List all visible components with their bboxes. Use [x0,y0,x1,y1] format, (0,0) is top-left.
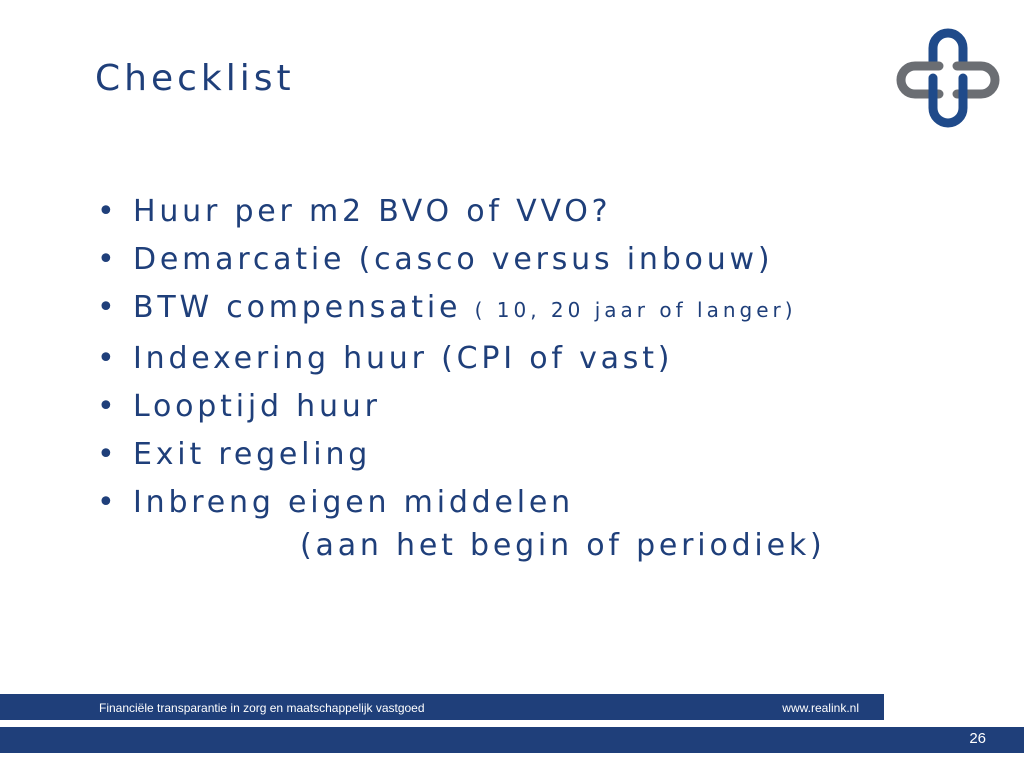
page-number: 26 [969,730,986,747]
bullet-dot-icon: • [97,242,115,278]
bullet-note: ( 10, 20 jaar of langer) [474,298,797,323]
realink-logo-icon [893,28,1003,132]
bullet-item [97,383,797,431]
footer-website-link[interactable]: www.realink.nl [782,701,859,715]
bullet-dot-icon: • [97,485,115,521]
bullet-text: Indexering huur (CPI of vast) [133,340,674,376]
bullet-item [97,236,797,284]
bullet-item [97,335,797,383]
bullet-item [97,479,797,527]
bullet-dot-icon: • [97,290,115,326]
bullet-text: Exit regeling [133,437,372,473]
bullet-item [97,188,797,236]
bullet-item [97,431,797,479]
bullet-dot-icon: • [97,194,115,229]
footer-tagline: Financiële transparantie in zorg en maatschappelijk vastgoed [99,701,425,715]
bullet-dot-icon: • [97,340,115,376]
bullet-text: Inbreng eigen middelen [133,485,574,521]
bullet-text: BTW compensatie [133,290,475,326]
footer-bar [0,694,884,720]
bullet-dot-icon: • [97,437,115,473]
bullet-dot-icon: • [97,388,115,424]
bullet-text: Huur per m2 BVO of VVO? [133,194,612,229]
bottom-bar [0,727,1024,753]
bullet-text: Looptijd huur [133,388,381,424]
bullet-text: Demarcatie (casco versus inbouw) [133,242,774,278]
checklist-bullets [97,188,797,527]
bullet-item [97,284,797,334]
bullet-continuation: (aan het begin of periodiek) [300,528,826,563]
slide-title: Checklist [95,58,295,99]
